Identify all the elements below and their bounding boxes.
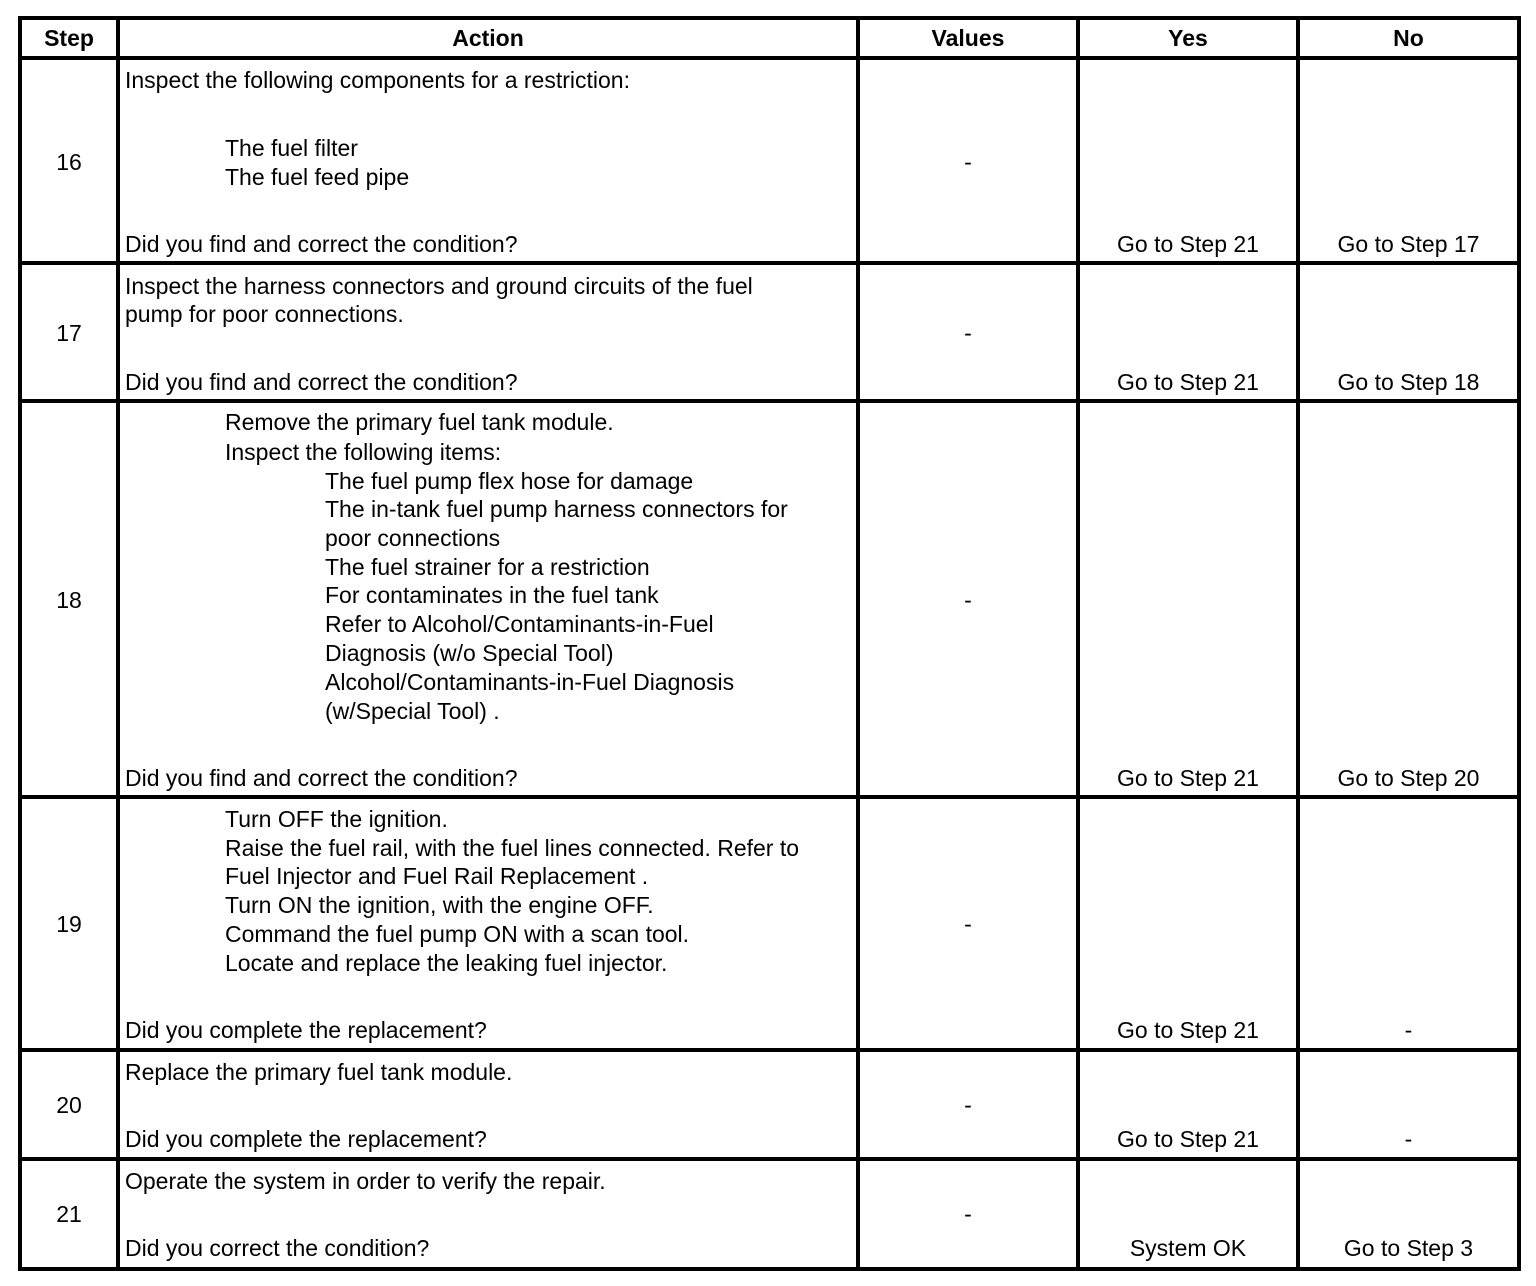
action-step: Remove the primary fuel tank module. (225, 409, 614, 435)
no-cell: Go to Step 3 (1343, 1235, 1474, 1261)
action-step: Turn ON the ignition, with the engine OFF. (225, 892, 654, 918)
action-step: Turn OFF the ignition. (225, 806, 448, 832)
action-question: Did you find and correct the condition? (125, 369, 518, 395)
no-cell: Go to Step 18 (1337, 369, 1480, 395)
no-cell: - (1404, 1126, 1413, 1152)
action-subitem: The fuel strainer for a restriction (325, 554, 650, 580)
column-divider (856, 16, 860, 1271)
action-step: Raise the fuel rail, with the fuel lines connected. Refer to (225, 835, 800, 861)
action-subitem: (w/Special Tool) . (325, 698, 500, 724)
yes-cell: Go to Step 21 (1117, 765, 1259, 791)
action-list-item: The fuel feed pipe (225, 164, 410, 190)
values-cell: - (964, 1092, 972, 1118)
step-number: 19 (56, 911, 82, 937)
action-question: Did you find and correct the condition? (125, 765, 518, 791)
header-action: Action (452, 25, 524, 51)
header-no: No (1393, 25, 1424, 51)
values-cell: - (964, 911, 972, 937)
yes-cell: Go to Step 21 (1117, 231, 1259, 257)
action-step: Inspect the following items: (225, 439, 502, 465)
action-question: Did you correct the condition? (125, 1235, 430, 1261)
step-number: 17 (56, 320, 82, 346)
no-cell: - (1404, 1017, 1413, 1043)
values-cell: - (964, 320, 972, 346)
step-number: 21 (56, 1201, 82, 1227)
action-text: Replace the primary fuel tank module. (125, 1059, 513, 1085)
step-number: 20 (56, 1092, 82, 1118)
action-subitem: Refer to Alcohol/Contaminants-in-Fuel (325, 611, 714, 637)
values-cell: - (964, 1201, 972, 1227)
action-subitem: poor connections (325, 525, 501, 551)
action-list-item: The fuel filter (225, 135, 358, 161)
yes-cell: Go to Step 21 (1117, 369, 1259, 395)
action-subitem: The in-tank fuel pump harness connectors for (325, 496, 788, 522)
action-subitem: Diagnosis (w/o Special Tool) (325, 640, 614, 666)
column-divider (116, 16, 120, 1271)
values-cell: - (964, 149, 972, 175)
action-text: Inspect the following components for a restriction: (125, 67, 630, 93)
yes-cell: Go to Step 21 (1117, 1126, 1259, 1152)
table-border-right (1517, 16, 1521, 1271)
action-text: pump for poor connections. (125, 301, 404, 327)
step-number: 16 (56, 149, 82, 175)
action-subitem: For contaminates in the fuel tank (325, 582, 659, 608)
column-divider (1296, 16, 1300, 1271)
action-subitem: The fuel pump flex hose for damage (325, 468, 694, 494)
header-values: Values (931, 25, 1005, 51)
action-text: Inspect the harness connectors and ground circuits of the fuel (125, 273, 753, 299)
action-subitem: Alcohol/Contaminants-in-Fuel Diagnosis (325, 669, 735, 695)
values-cell: - (964, 587, 972, 613)
action-question: Did you find and correct the condition? (125, 231, 518, 257)
header-yes: Yes (1168, 25, 1208, 51)
action-text: Operate the system in order to verify the repair. (125, 1168, 606, 1194)
no-cell: Go to Step 17 (1337, 231, 1480, 257)
action-question: Did you complete the replacement? (125, 1017, 487, 1043)
action-step: Command the fuel pump ON with a scan tool. (225, 921, 690, 947)
action-step: Locate and replace the leaking fuel injector. (225, 950, 668, 976)
header-step: Step (44, 25, 94, 51)
column-divider (1076, 16, 1080, 1271)
action-question: Did you complete the replacement? (125, 1126, 487, 1152)
action-step: Fuel Injector and Fuel Rail Replacement . (225, 863, 649, 889)
step-number: 18 (56, 587, 82, 613)
table-border-left (18, 16, 22, 1271)
yes-cell: Go to Step 21 (1117, 1017, 1259, 1043)
yes-cell: System OK (1129, 1235, 1247, 1261)
no-cell: Go to Step 20 (1337, 765, 1480, 791)
